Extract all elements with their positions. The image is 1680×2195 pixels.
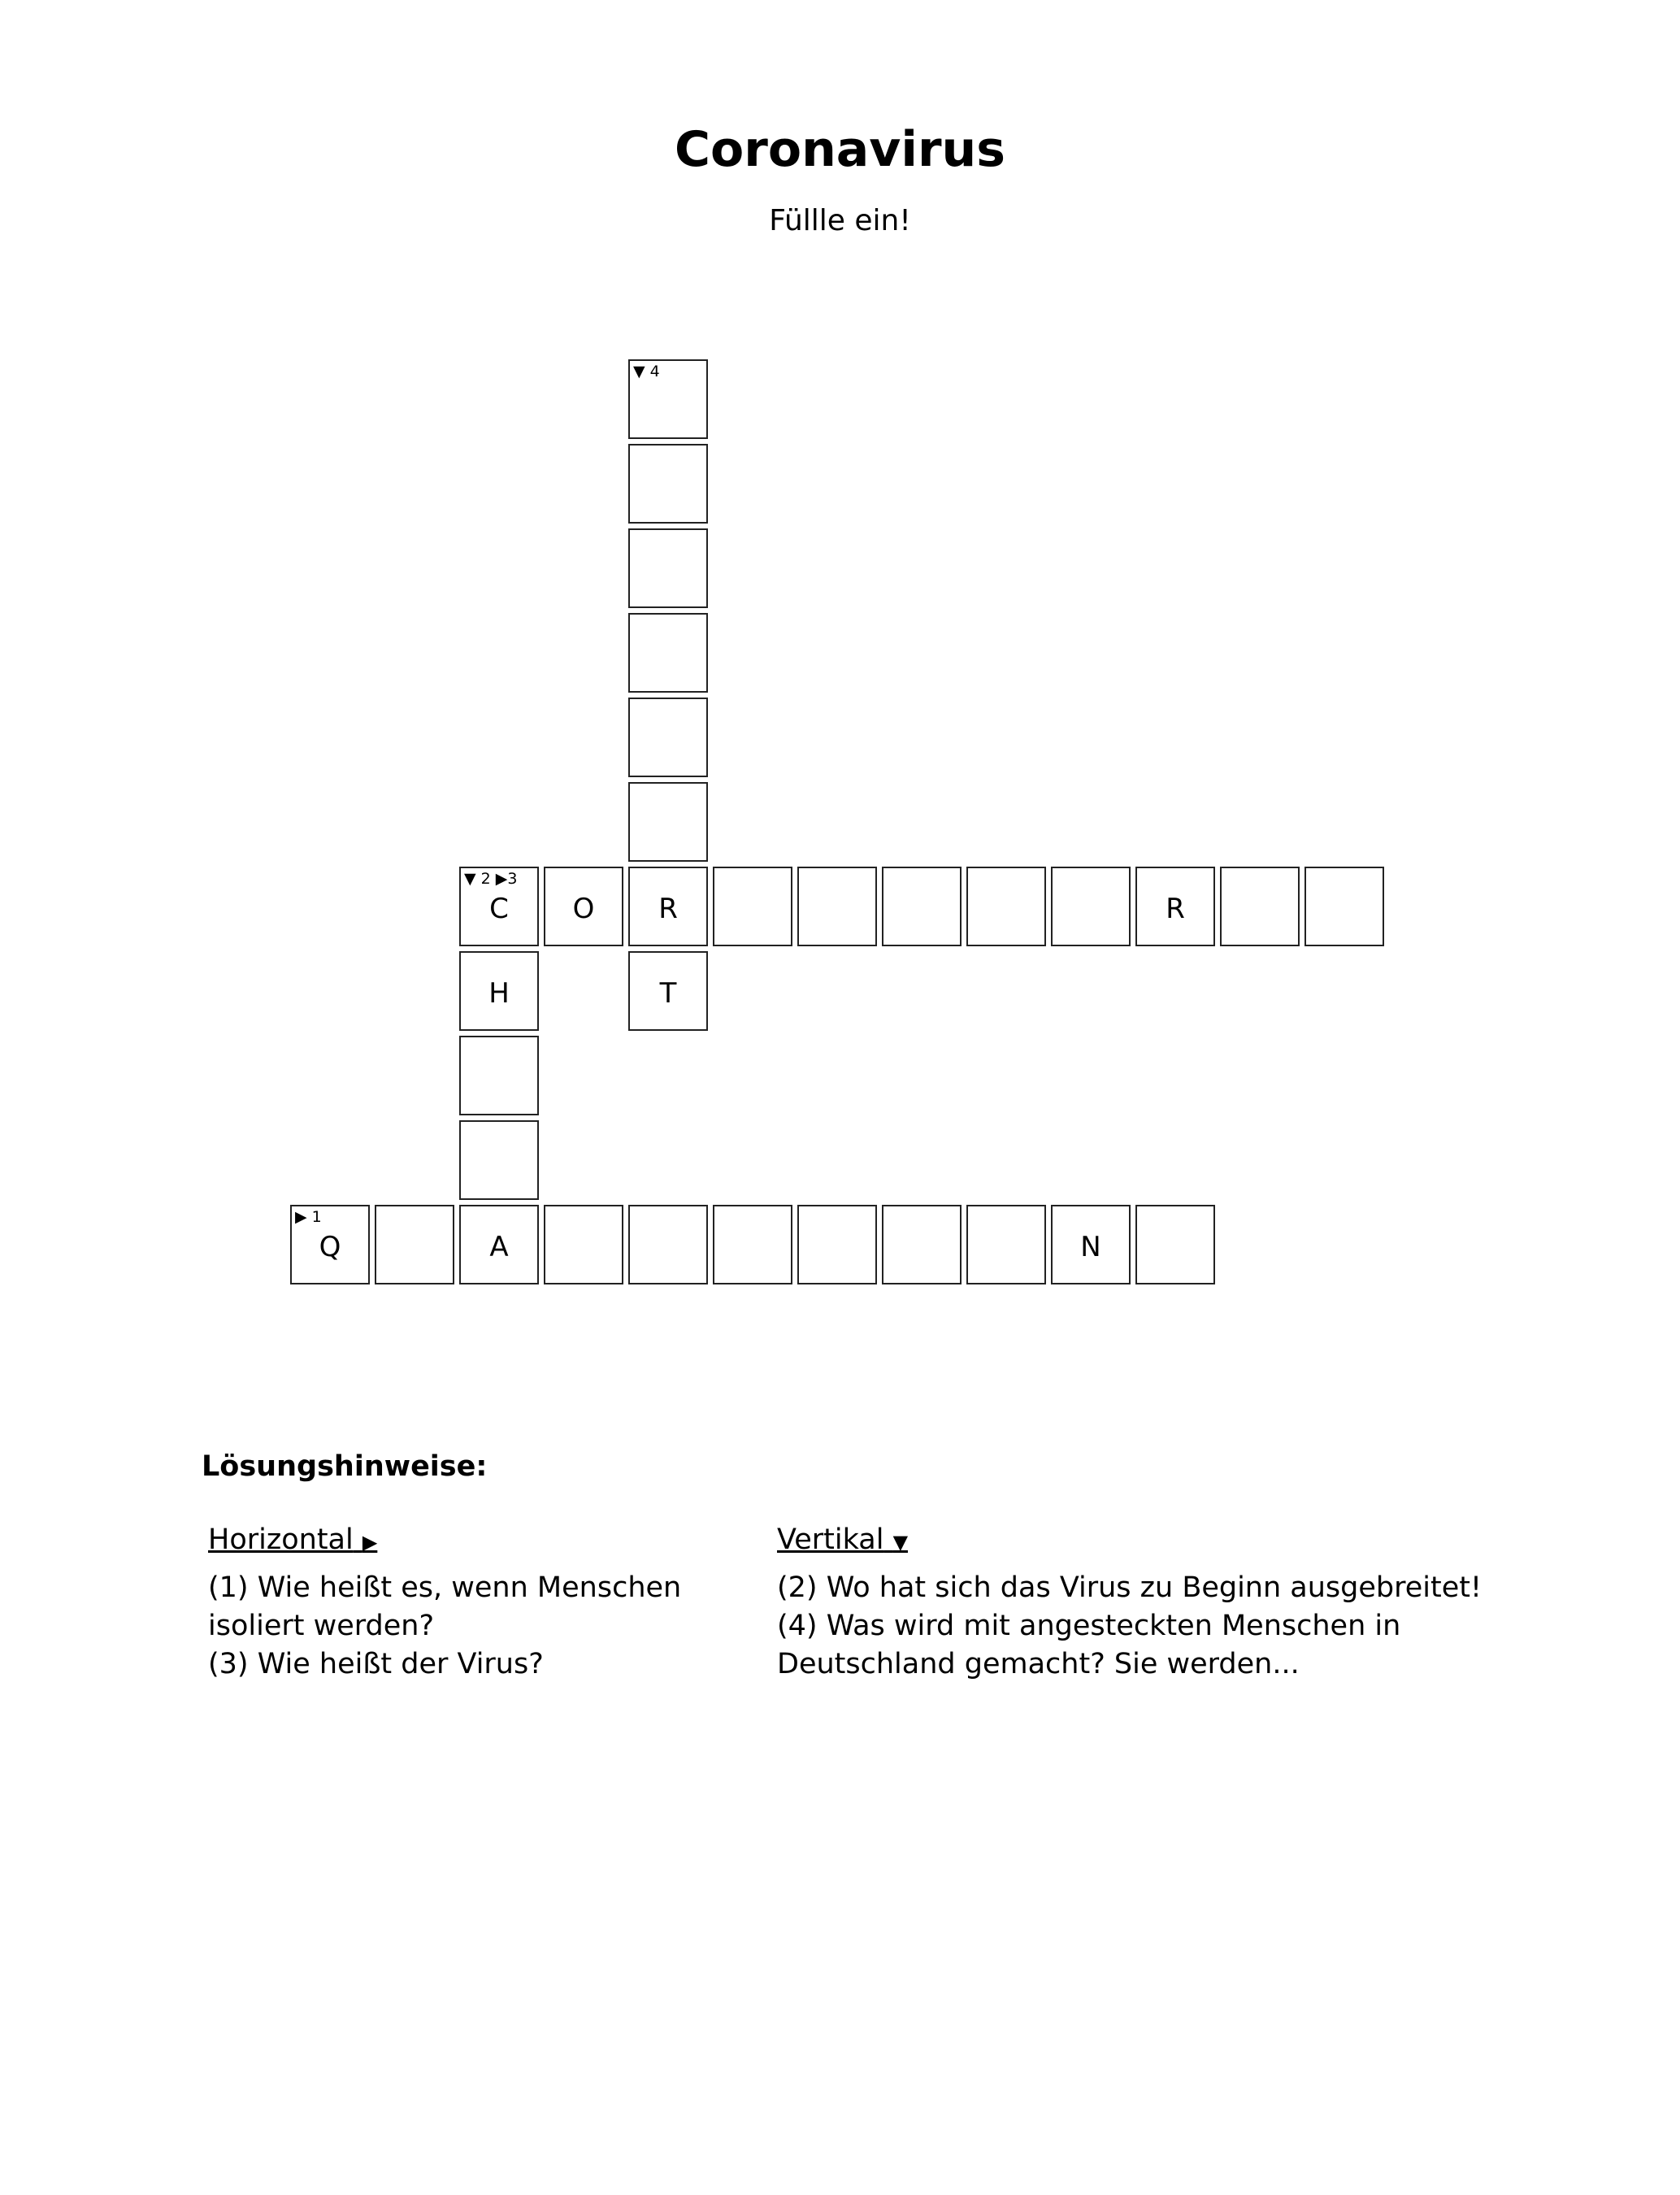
down-arrow-icon: ▼ (892, 1531, 909, 1554)
page-title: Coronavirus (675, 121, 1005, 178)
crossword-cell[interactable] (1051, 1205, 1131, 1284)
right-arrow-icon: ▶ (362, 1531, 378, 1554)
horizontal-clues (208, 1569, 728, 1684)
cell-letter: O (572, 893, 595, 925)
crossword-cell[interactable] (628, 359, 708, 439)
horizontal-heading (208, 1523, 377, 1559)
cell-letter: R (658, 893, 678, 925)
clue-3: (3) Wie heißt der Virus? (208, 1648, 544, 1680)
cell-letter: Q (319, 1231, 341, 1263)
cell-letter: H (488, 977, 510, 1010)
crossword-cell[interactable] (544, 1205, 623, 1284)
clue-1: (1) Wie heißt es, wenn Menschen isoliert werden? (208, 1571, 682, 1642)
crossword-cell[interactable] (628, 867, 708, 946)
crossword-cell[interactable] (966, 1205, 1046, 1284)
crossword-cell[interactable] (459, 1205, 539, 1284)
crossword-cell[interactable] (713, 1205, 792, 1284)
page-subtitle: Füllle ein! (769, 204, 911, 237)
crossword-cell[interactable] (459, 1036, 539, 1115)
crossword-cell[interactable] (628, 782, 708, 862)
crossword-cell[interactable] (797, 1205, 877, 1284)
clue-number: ▶ 1 (295, 1208, 322, 1226)
cell-letter: T (659, 977, 677, 1010)
crossword-cell[interactable] (459, 1120, 539, 1200)
crossword-cell[interactable] (1304, 867, 1384, 946)
crossword-cell[interactable] (628, 613, 708, 693)
clue-number: ▼ 2 ▶3 (464, 870, 518, 888)
hints-heading: Lösungshinweise: (202, 1450, 488, 1483)
clue-number: ▼ 4 (633, 363, 660, 380)
crossword-cell[interactable] (628, 1205, 708, 1284)
crossword-cell[interactable] (628, 951, 708, 1031)
crossword-cell[interactable] (966, 867, 1046, 946)
crossword-cell[interactable] (544, 867, 623, 946)
cell-letter: C (489, 893, 509, 925)
crossword-cell[interactable] (459, 867, 539, 946)
crossword-cell[interactable] (713, 867, 792, 946)
crossword-cell[interactable] (375, 1205, 454, 1284)
cell-letter: N (1080, 1231, 1101, 1263)
crossword-cell[interactable] (628, 698, 708, 777)
crossword-cell[interactable] (628, 444, 708, 524)
crossword-cell[interactable] (1051, 867, 1131, 946)
vertical-label: Vertikal (777, 1523, 884, 1556)
cell-letter: A (489, 1231, 509, 1263)
clue-4: (4) Was wird mit angesteckten Menschen in Deutschland gemacht? Sie werden... (777, 1610, 1401, 1680)
vertical-clues (777, 1569, 1492, 1684)
crossword-cell[interactable] (628, 528, 708, 608)
horizontal-label: Horizontal (208, 1523, 354, 1556)
crossword-cell[interactable] (882, 867, 962, 946)
crossword-cell[interactable] (459, 951, 539, 1031)
vertical-heading (777, 1523, 908, 1559)
crossword-cell[interactable] (882, 1205, 962, 1284)
cell-letter: R (1166, 893, 1185, 925)
crossword-cell[interactable] (1135, 1205, 1215, 1284)
crossword-cell[interactable] (290, 1205, 370, 1284)
crossword-cell[interactable] (797, 867, 877, 946)
crossword-cell[interactable] (1135, 867, 1215, 946)
clue-2: (2) Wo hat sich das Virus zu Beginn ausgebreitet! (777, 1571, 1482, 1604)
crossword-cell[interactable] (1220, 867, 1300, 946)
